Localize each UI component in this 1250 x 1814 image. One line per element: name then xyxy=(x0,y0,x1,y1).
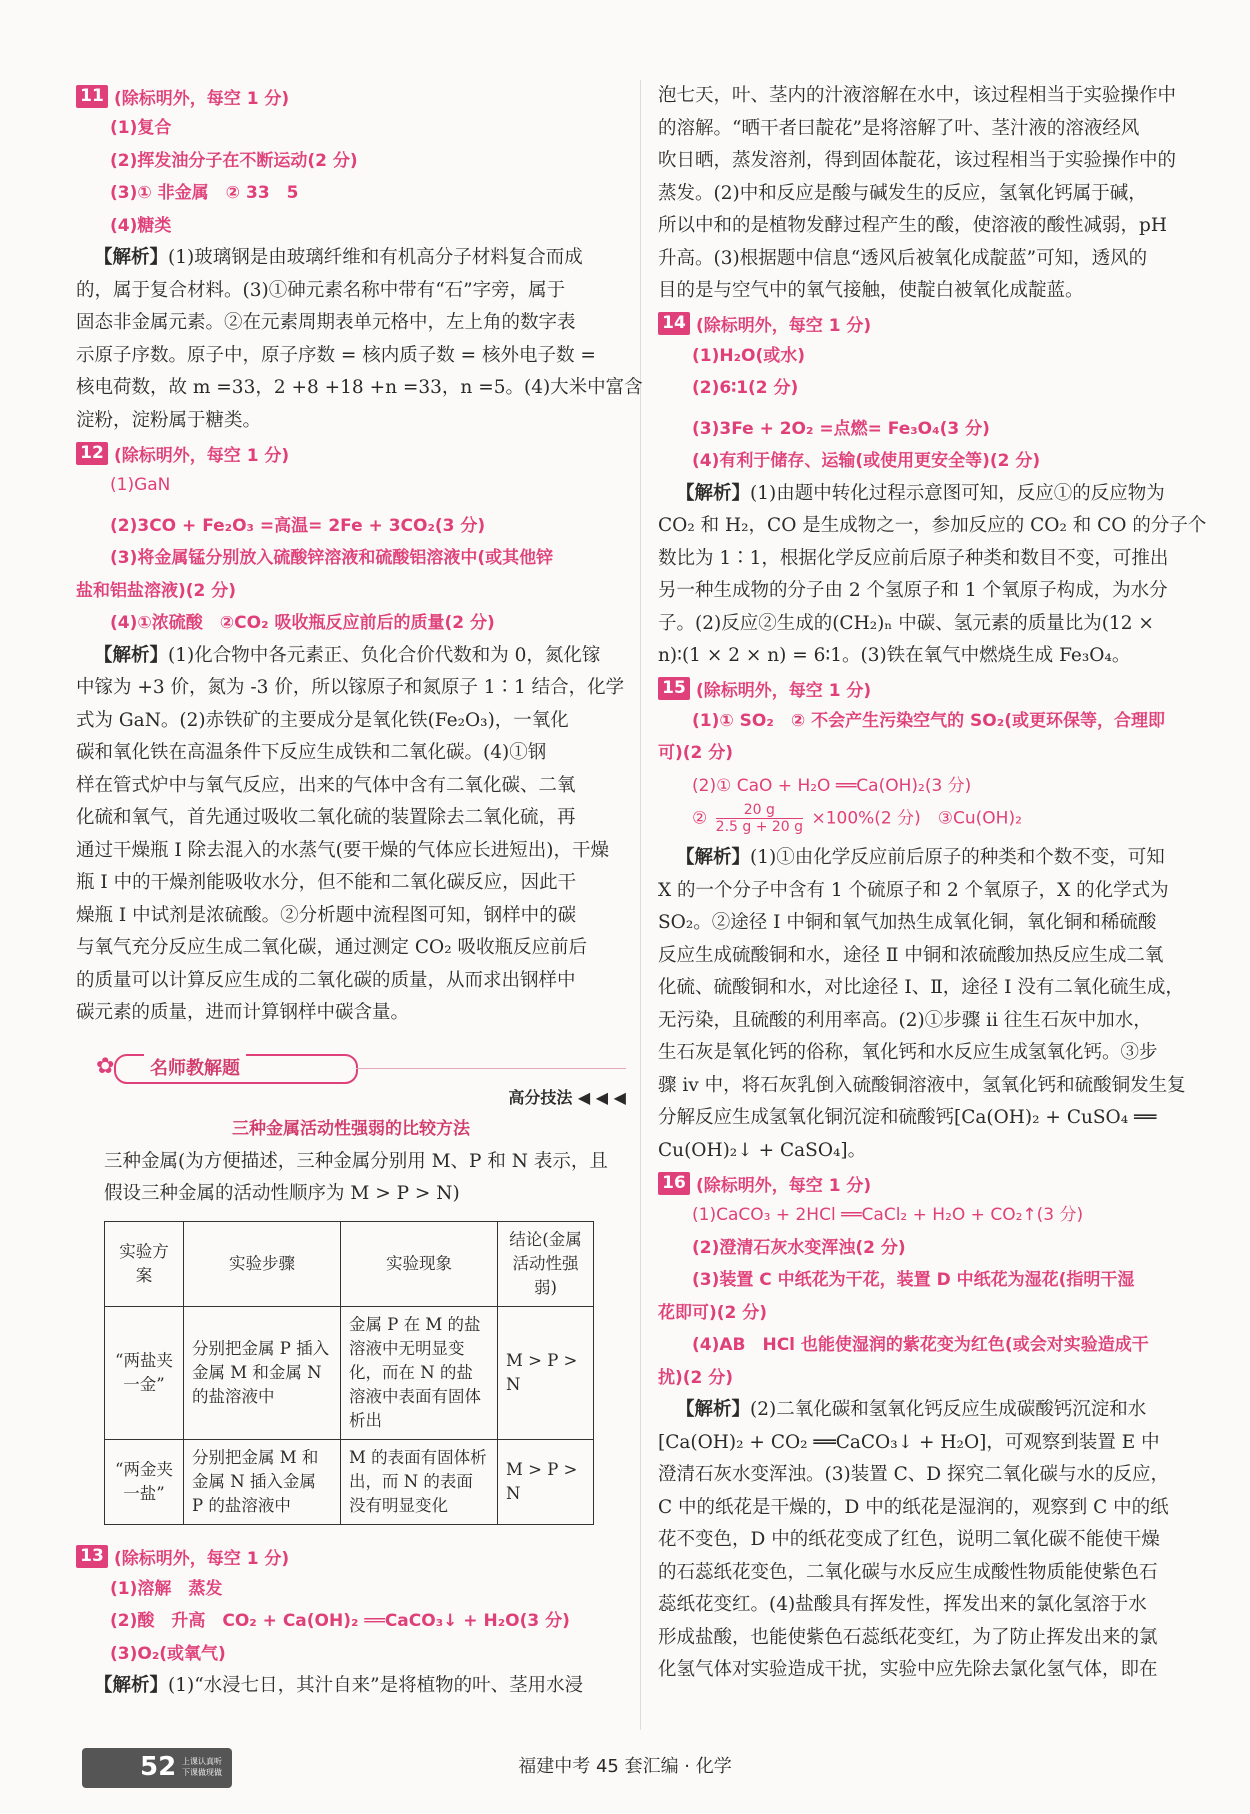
analysis-line: (2)二氧化碳和氢氧化钙反应生成碳酸钙沉淀和水 xyxy=(750,1399,1147,1420)
analysis-line: (1)化合物中各元素正、负化合价代数和为 0，氮化镓 xyxy=(168,644,601,666)
q12-analysis xyxy=(76,640,626,1030)
q16-answer-3-cont: 花即可)(2 分) xyxy=(658,1302,768,1323)
analysis-line: 升高。(3)根据题中信息“透风后被氧化成靛蓝”可知，透风的 xyxy=(658,247,1148,269)
q14-answer-3: (3)3Fe + 2O₂ =点燃= Fe₃O₄(3 分) xyxy=(692,418,990,439)
q15-answer-1-cont: 可)(2 分) xyxy=(658,743,734,763)
fraction-denominator: 2.5 g + 20 g xyxy=(715,819,804,835)
fraction-lead: ② xyxy=(692,808,708,829)
analysis-line: [Ca(OH)₂ + CO₂ ══CaCO₃↓ + H₂O]，可观察到装置 E 中 xyxy=(658,1431,1160,1453)
analysis-line: SO₂。②途径 Ⅰ 中铜和氧气加热生成氧化铜，氧化铜和稀硫酸 xyxy=(658,912,1157,933)
analysis-line: (1)由题中转化过程示意图可知，反应①的反应物为 xyxy=(750,482,1165,504)
analysis-line: 另一种生成物的分子由 2 个氢原子和 1 个氧原子构成，为水分 xyxy=(658,580,1168,601)
analysis-line: 形成盐酸，也能使紫色石蕊纸花变红，为了防止挥发出来的氯 xyxy=(658,1626,1158,1648)
question-number: 14 xyxy=(658,312,690,335)
book-title: 福建中考 45 套汇编 · 化学 xyxy=(518,1756,732,1777)
q11-answer-2: (2)挥发油分子在不断运动(2 分) xyxy=(110,150,358,171)
analysis-line: 分解反应生成氢氧化铜沉淀和硫酸钙[Ca(OH)₂ + CuSO₄ ══ xyxy=(658,1107,1157,1128)
analysis-line: 吹日晒，蒸发溶剂，得到固体靛花，该过程相当于实验操作中的 xyxy=(658,150,1177,171)
analysis-line: 示原子序数。原子中，原子序数 = 核内质子数 = 核外电子数 = xyxy=(76,344,596,366)
fraction-numerator: 20 g xyxy=(716,802,803,819)
table-cell: M 的表面有固体析出，而 N 的表面没有明显变化 xyxy=(341,1439,498,1524)
table-cell: 分别把金属 M 和金属 N 插入金属 P 的盐溶液中 xyxy=(184,1439,341,1524)
intro-line: 三种金属(为方便描述，三种金属分别用 M、P 和 N 表示，且 xyxy=(104,1150,608,1172)
analysis-line: 淀粉，淀粉属于糖类。 xyxy=(76,409,262,431)
scoring-note: (除标明外，每空 1 分) xyxy=(114,88,290,109)
q14-analysis xyxy=(658,478,1207,673)
q13-answer-1: (1)溶解 蒸发 xyxy=(110,1578,223,1599)
q16-analysis xyxy=(658,1394,1204,1687)
q16-answer-4: (4)AB HCl 也能使湿润的紫花变为红色(或会对实验造成干 xyxy=(692,1335,1149,1355)
analysis-line: 无污染，且硫酸的利用率高。(2)①步骤 ⅱ 往生石灰中加水， xyxy=(658,1009,1152,1031)
question-number: 15 xyxy=(658,677,690,700)
analysis-line: (1)玻璃钢是由玻璃纤维和有机高分子材料复合而成 xyxy=(168,247,583,268)
analysis-line: 与氧气充分反应生成二氧化碳，通过测定 CO₂ 吸收瓶反应前后 xyxy=(76,937,588,958)
q15-header xyxy=(658,673,1204,705)
analysis-line: Cu(OH)₂↓ + CaSO₄]。 xyxy=(658,1139,867,1161)
analysis-line: 核电荷数，故 m =33，2 +8 +18 +n =33，n =5。(4)大米中富含 xyxy=(76,377,643,398)
analysis-line: 化硫、硫酸铜和水，对比途径 Ⅰ、Ⅱ，途径 Ⅰ 没有二氧化硫生成， xyxy=(658,977,1184,998)
q16-header xyxy=(658,1167,1204,1199)
q11-answer-4: (4)糖类 xyxy=(110,215,172,236)
q12-answer-4: (4)①浓硫酸 ②CO₂ 吸收瓶反应前后的质量(2 分) xyxy=(110,613,495,633)
scoring-note: (除标明外，每空 1 分) xyxy=(696,681,872,701)
analysis-line: n)∶(1 × 2 × n) = 6∶1。(3)铁在氧气中燃烧生成 Fe₃O₄。 xyxy=(658,645,1131,666)
analysis-line: 子。(2)反应②生成的(CH₂)ₙ 中碳、氢元素的质量比为(12 × xyxy=(658,612,1154,634)
table-header: 实验方案 xyxy=(105,1221,184,1306)
analysis-line: 碳元素的质量，进而计算钢样中碳含量。 xyxy=(76,1002,410,1023)
teacher-banner xyxy=(76,1044,626,1084)
method-table xyxy=(104,1221,594,1525)
q16-answer-1: (1)CaCO₃ + 2HCl ══CaCl₂ + H₂O + CO₂↑(3 分) xyxy=(692,1205,1084,1225)
left-column xyxy=(76,80,643,1703)
q13-analysis xyxy=(76,1670,626,1703)
teacher-icon: ✿ xyxy=(96,1053,115,1079)
analysis-line: 燥瓶 Ⅰ 中试剂是浓硫酸。②分析题中流程图可知，钢样中的碳 xyxy=(76,904,577,926)
analysis-line: 的溶解。“晒干者曰靛花”是将溶解了叶、茎汁液的溶液经风 xyxy=(658,117,1140,139)
q12-header xyxy=(76,437,626,469)
analysis-line: (1)“水浸七日，其汁自来”是将植物的叶、茎用水浸 xyxy=(168,1675,584,1696)
q13-answer-3: (3)O₂(或氧气) xyxy=(110,1643,226,1664)
q12-answer-3: (3)将金属锰分别放入硫酸锌溶液和硫酸铝溶液中(或其他锌 xyxy=(110,548,554,568)
analysis-line: 瓶 Ⅰ 中的干燥剂能吸收水分，但不能和二氧化碳反应，因此干 xyxy=(76,872,577,893)
analysis-label: 【解析】 xyxy=(94,644,169,666)
analysis-line: 化氢气体对实验造成干扰，实验中应先除去氯化氢气体，即在 xyxy=(658,1659,1158,1680)
page-footer xyxy=(0,1738,1250,1814)
analysis-line: 样在管式炉中与氧气反应，出来的气体中含有二氧化碳、二氧 xyxy=(76,774,576,796)
scoring-note: (除标明外，每空 1 分) xyxy=(114,1549,290,1569)
analysis-line: 式为 GaN。(2)赤铁矿的主要成分是氧化铁(Fe₂O₃)，一氧化 xyxy=(76,709,569,731)
analysis-line: 澄清石灰水变浑浊。(3)装置 C、D 探究二氧化碳与水的反应， xyxy=(658,1464,1169,1485)
analysis-line: C 中的纸花是干燥的，D 中的纸花是湿润的，观察到 C 中的纸 xyxy=(658,1496,1169,1518)
q14-header xyxy=(658,308,1204,340)
q13-answer-2: (2)酸 升高 CO₂ + Ca(OH)₂ ══CaCO₃↓ + H₂O(3 分) xyxy=(110,1611,570,1631)
table-header: 实验现象 xyxy=(341,1221,498,1306)
q14-answer-2: (2)6∶1(2 分) xyxy=(692,378,799,398)
analysis-line: 碳和氧化铁在高温条件下反应生成铁和二氧化碳。(4)①钢 xyxy=(76,742,547,763)
q15-analysis xyxy=(658,842,1204,1167)
analysis-line: 花不变色，D 中的纸花变成了红色，说明二氧化碳不能使干燥 xyxy=(658,1529,1160,1550)
table-cell: 分别把金属 P 插入金属 M 和金属 N 的盐溶液中 xyxy=(184,1306,341,1439)
banner-title: 名师教解题 xyxy=(144,1054,246,1080)
q11-header xyxy=(76,80,626,112)
q12-answer-2: (2)3CO + Fe₂O₃ =高温= 2Fe + 3CO₂(3 分) xyxy=(110,515,486,536)
q15-answer-fraction xyxy=(658,802,1204,842)
fraction xyxy=(716,802,803,835)
fraction-rest: ×100%(2 分) ③Cu(OH)₂ xyxy=(811,808,1022,829)
banner-rule xyxy=(356,1068,626,1069)
intro-line: 假设三种金属的活动性顺序为 M > P > N) xyxy=(104,1183,460,1204)
method-title: 三种金属活动性强弱的比较方法 xyxy=(232,1118,470,1139)
analysis-line: (1)①由化学反应前后原子的种类和个数不变，可知 xyxy=(750,847,1165,868)
analysis-line: 反应生成硫酸铜和水，途径 Ⅱ 中铜和浓硫酸加热反应生成二氧 xyxy=(658,944,1164,966)
analysis-label: 【解析】 xyxy=(676,482,751,504)
q15-answer-1: (1)① SO₂ ② 不会产生污染空气的 SO₂(或更环保等，合理即 xyxy=(692,710,1165,731)
table-cell: “两金夹一盐” xyxy=(105,1439,184,1524)
question-number: 16 xyxy=(658,1172,690,1195)
scoring-note: (除标明外，每空 1 分) xyxy=(696,316,872,336)
table-header: 实验步骤 xyxy=(184,1221,341,1306)
technique-tag: 高分技法 ◀ ◀ ◀ xyxy=(508,1087,626,1107)
table-row xyxy=(105,1439,594,1524)
q16-answer-2: (2)澄清石灰水变浑浊(2 分) xyxy=(692,1237,906,1258)
q16-answer-4-cont: 扰)(2 分) xyxy=(658,1367,734,1388)
q13-header xyxy=(76,1541,626,1573)
analysis-line: X 的一个分子中含有 1 个硫原子和 2 个氧原子，X 的化学式为 xyxy=(658,879,1169,901)
analysis-line: 泡七天，叶、茎内的汁液溶解在水中，该过程相当于实验操作中 xyxy=(658,85,1177,106)
column-divider xyxy=(640,80,641,1730)
q12-answer-3-cont: 盐和铝盐溶液)(2 分) xyxy=(76,580,237,601)
table-cell: M > P > N xyxy=(498,1306,594,1439)
analysis-line: 的质量可以计算反应生成的二氧化碳的质量，从而求出钢样中 xyxy=(76,969,576,991)
analysis-line: 的，属于复合材料。(3)①砷元素名称中带有“石”字旁，属于 xyxy=(76,279,566,301)
q13-analysis-continued xyxy=(658,80,1204,308)
page-number: 52 xyxy=(140,1752,177,1782)
table-header: 结论(金属活动性强弱) xyxy=(498,1221,594,1306)
scoring-note: (除标明外，每空 1 分) xyxy=(696,1175,872,1196)
analysis-line: 蕊纸花变红。(4)盐酸具有挥发性，挥发出来的氯化氢溶于水 xyxy=(658,1594,1147,1615)
q11-analysis xyxy=(76,242,643,437)
analysis-line: 的石蕊纸花变色，二氧化碳与水反应生成酸性物质能使紫色石 xyxy=(658,1561,1158,1583)
analysis-line: 数比为 1∶1，根据化学反应前后原子种类和数目不变，可推出 xyxy=(658,547,1169,569)
analysis-label: 【解析】 xyxy=(676,847,751,868)
analysis-line: 通过干燥瓶 Ⅰ 除去混入的水蒸气(要干燥的气体应长进短出)，干燥 xyxy=(76,839,610,861)
analysis-line: 生石灰是氧化钙的俗称，氧化钙和水反应生成氢氧化钙。③步 xyxy=(658,1042,1158,1063)
question-number: 11 xyxy=(76,85,108,108)
table-row xyxy=(105,1306,594,1439)
q15-answer-2: (2)① CaO + H₂O ══Ca(OH)₂(3 分) xyxy=(692,775,972,796)
table-cell: 金属 P 在 M 的盐溶液中无明显变化，而在 N 的盐溶液中表面有固体析出 xyxy=(341,1306,498,1439)
analysis-label: 【解析】 xyxy=(676,1399,751,1420)
q11-answer-1: (1)复合 xyxy=(110,118,172,138)
q14-answer-4: (4)有利于储存、运输(或使用更安全等)(2 分) xyxy=(692,451,1041,471)
table-cell: “两盐夹一金” xyxy=(105,1306,184,1439)
q16-answer-3: (3)装置 C 中纸花为干花，装置 D 中纸花为湿花(指明干湿 xyxy=(692,1270,1135,1290)
analysis-line: 化硫和氧气，首先通过吸收二氧化硫的装置除去二氧化硫，再 xyxy=(76,807,576,828)
page-slogan: 上课认真听 下课做现做 xyxy=(182,1757,222,1777)
q14-answer-1: (1)H₂O(或水) xyxy=(692,345,806,366)
question-number: 13 xyxy=(76,1545,108,1568)
analysis-line: 骤 ⅳ 中，将石灰乳倒入硫酸铜溶液中，氢氧化钙和硫酸铜发生复 xyxy=(658,1074,1186,1096)
analysis-line: 所以中和的是植物发酵过程产生的酸，使溶液的酸性减弱，pH xyxy=(658,215,1167,236)
table-cell: M > P > N xyxy=(498,1439,594,1524)
table-header-row xyxy=(105,1221,594,1306)
analysis-label: 【解析】 xyxy=(94,1675,169,1696)
analysis-label: 【解析】 xyxy=(94,247,169,268)
analysis-line: CO₂ 和 H₂，CO 是生成物之一，参加反应的 CO₂ 和 CO 的分子个 xyxy=(658,515,1207,536)
analysis-line: 蒸发。(2)中和反应是酸与碱发生的反应，氢氧化钙属于碱， xyxy=(658,182,1147,204)
right-column xyxy=(658,80,1207,1687)
q12-answer-1: (1)GaN xyxy=(110,475,171,495)
analysis-line: 固态非金属元素。②在元素周期表单元格中，左上角的数字表 xyxy=(76,312,576,333)
question-number: 12 xyxy=(76,442,108,465)
scoring-note: (除标明外，每空 1 分) xyxy=(114,445,290,466)
q11-answer-3: (3)① 非金属 ② 33 5 xyxy=(110,183,299,203)
analysis-line: 目的是与空气中的氧气接触，使靛白被氧化成靛蓝。 xyxy=(658,280,1084,301)
analysis-line: 中镓为 +3 价，氮为 -3 价，所以镓原子和氮原子 1∶1 结合，化学 xyxy=(76,677,625,698)
